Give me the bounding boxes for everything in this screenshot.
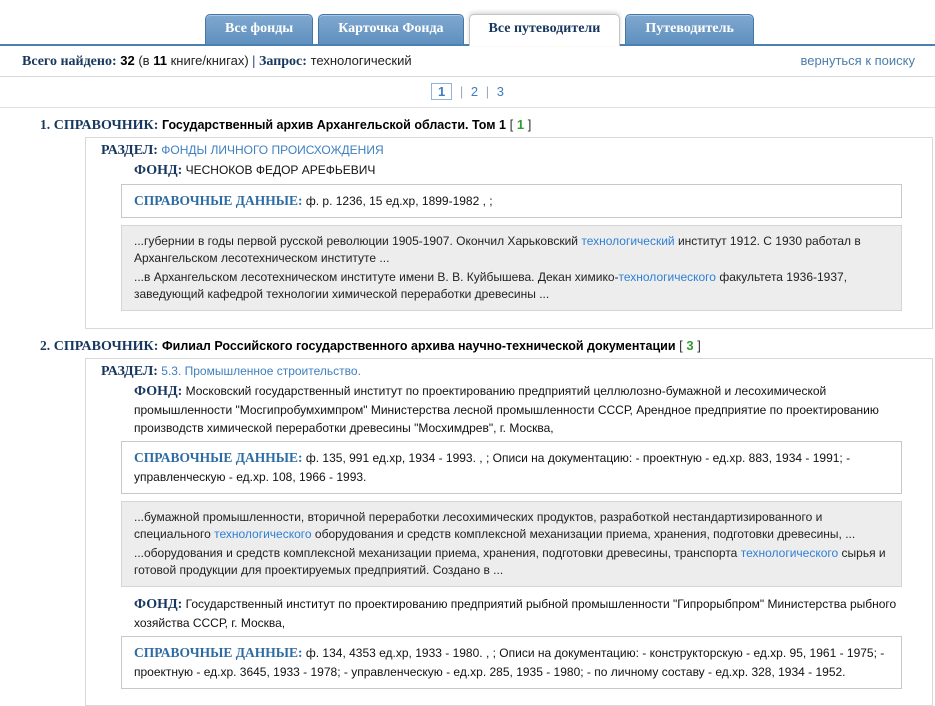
in-books-pre: (в bbox=[138, 53, 150, 68]
search-result bbox=[0, 117, 935, 329]
result-number: 2. bbox=[40, 338, 51, 353]
snippet-text: оборудования и средств комплексной механизации приема, хранения, подготовки древесины, ... bbox=[311, 527, 856, 541]
spravochnik-label: СПРАВОЧНИК: bbox=[53, 339, 159, 354]
snippet-text: ...губернии в годы первой русской революции 1905-1907. Окончил Харьковский bbox=[134, 234, 582, 248]
tab-fond-card[interactable]: Карточка Фонда bbox=[318, 14, 463, 44]
pagination bbox=[0, 77, 935, 108]
reference-data-label: СПРАВОЧНЫЕ ДАННЫЕ: bbox=[134, 450, 303, 465]
result-title-text: Государственный архив Архангельской области. Том 1 bbox=[162, 118, 506, 132]
tab-bar bbox=[0, 0, 935, 46]
snippet-text: ...в Архангельском лесотехническом институте имени В. В. Куйбышева. Декан химико- bbox=[134, 270, 619, 284]
pagination-separator: | bbox=[485, 84, 490, 99]
bracket-open: [ bbox=[679, 338, 683, 353]
result-number: 1. bbox=[40, 117, 51, 132]
snippet-text: сырья и готовой продукции для проектируемых предприятий. Создано в ... bbox=[134, 546, 886, 577]
snippet-highlight: технологического bbox=[214, 527, 312, 541]
result-box bbox=[85, 137, 933, 329]
fond-line bbox=[134, 161, 920, 180]
page-current[interactable]: 1 bbox=[431, 83, 452, 100]
in-books-post: книге/книгах) bbox=[170, 53, 249, 68]
reference-data-label: СПРАВОЧНЫЕ ДАННЫЕ: bbox=[134, 645, 303, 660]
header-separator: | bbox=[252, 54, 256, 69]
query-value: технологический bbox=[310, 53, 412, 68]
pagination-separator: | bbox=[459, 84, 464, 99]
snippet-highlight: технологического bbox=[740, 546, 839, 560]
snippet-text: ...оборудования и средств комплексной механизации приема, хранения, подготовки древесины, транспорта bbox=[134, 546, 741, 560]
result-hit-count[interactable]: 3 bbox=[686, 338, 694, 353]
snippet-highlight: технологический bbox=[581, 234, 675, 248]
tab-all-fonds[interactable]: Все фонды bbox=[205, 14, 313, 44]
reference-data-value: ф. р. 1236, 15 ед.хр, 1899-1982 , ; bbox=[305, 194, 493, 208]
snippet-text: институт 1912. С 1930 работал в Архангельском лесотехническом институте ... bbox=[134, 234, 861, 265]
snippet-line bbox=[134, 269, 889, 303]
result-heading bbox=[40, 117, 935, 134]
fond-line bbox=[134, 595, 920, 632]
reference-data-box bbox=[121, 441, 902, 494]
back-to-search-link[interactable]: вернуться к поиску bbox=[800, 53, 915, 68]
razdel-line bbox=[101, 143, 920, 159]
snippet-line bbox=[134, 509, 889, 543]
razdel-link[interactable]: ФОНДЫ ЛИЧНОГО ПРОИСХОЖДЕНИЯ bbox=[161, 143, 384, 157]
result-heading bbox=[40, 338, 935, 355]
fond-label: ФОНД: bbox=[134, 384, 183, 399]
snippet-highlight: технологического bbox=[618, 270, 716, 284]
razdel-label: РАЗДЕЛ: bbox=[101, 143, 158, 158]
fond-name: Государственный институт по проектированию предприятий рыбной промышленности "Гипрорыбпром" Министерства рыбного хозяйства СССР, г. Москва, bbox=[134, 597, 897, 630]
reference-data-value: ф. 135, 991 ед.хр, 1934 - 1993. , ; Описи на документацию: - проектную - ед.хр. 883, 1934 - 1991; - управленческую - ед.хр. 108, 1966 - 1993. bbox=[134, 451, 851, 484]
bracket-close: ] bbox=[697, 338, 701, 353]
tab-all-guides[interactable]: Все путеводители bbox=[469, 14, 621, 46]
fond-name: ЧЕСНОКОВ ФЕДОР АРЕФЬЕВИЧ bbox=[185, 163, 376, 177]
total-found-value: 32 bbox=[120, 53, 135, 68]
razdel-line bbox=[101, 364, 920, 380]
fond-name: Московский государственный институт по проектированию предприятий целлюлозно-бумажной и лесохимической промышленности "Мосгипробумхимпром" Министерства лесной промышленности СССР, Арендное предприятие по проектированию производств химической переработки древесины "Мосхимдрев", г. Москва, bbox=[134, 384, 879, 435]
fond-line bbox=[134, 382, 920, 437]
fond-label: ФОНД: bbox=[134, 163, 183, 178]
search-snippet-box bbox=[121, 225, 902, 311]
result-box bbox=[85, 358, 933, 706]
fond-label: ФОНД: bbox=[134, 597, 183, 612]
spravochnik-label: СПРАВОЧНИК: bbox=[53, 118, 159, 133]
reference-data-box bbox=[121, 636, 902, 689]
razdel-link[interactable]: 5.3. Промышленное строительство. bbox=[161, 364, 361, 378]
result-hit-count[interactable]: 1 bbox=[516, 117, 525, 132]
snippet-line bbox=[134, 233, 889, 267]
reference-data-box bbox=[121, 184, 902, 218]
query-label: Запрос: bbox=[259, 54, 307, 69]
page-link-3[interactable]: 3 bbox=[496, 84, 504, 99]
razdel-label: РАЗДЕЛ: bbox=[101, 364, 158, 379]
reference-data-label: СПРАВОЧНЫЕ ДАННЫЕ: bbox=[134, 193, 303, 208]
tab-guide[interactable]: Путеводитель bbox=[625, 14, 754, 44]
page-link-2[interactable]: 2 bbox=[470, 84, 479, 99]
reference-data-value: ф. 134, 4353 ед.хр, 1933 - 1980. , ; Описи на документацию: - конструкторскую - ед.хр. 95, 1961 - 1975; - проектную - ед.хр. 3645, 1933 - 1978; - управленческую - ед.хр. 285, 1935 - 1980; - по личному составу - ед.хр. 328, 1934 - 1952. bbox=[134, 646, 885, 679]
books-count: 11 bbox=[153, 53, 167, 68]
snippet-text: факультета 1936-1937, заведующий кафедрой технологии химической переработки древесины ... bbox=[134, 270, 848, 301]
snippet-line bbox=[134, 545, 889, 579]
search-result bbox=[0, 338, 935, 706]
result-title-text: Филиал Российского государственного архива научно-технической документации bbox=[162, 339, 676, 353]
results-header bbox=[0, 46, 935, 77]
bracket-close: ] bbox=[527, 117, 532, 132]
bracket-open: [ bbox=[509, 117, 514, 132]
search-snippet-box bbox=[121, 501, 902, 587]
results-summary bbox=[22, 53, 412, 70]
total-found-label: Всего найдено: bbox=[22, 54, 117, 69]
snippet-text: ...бумажной промышленности, вторичной переработки лесохимических продуктов, разработкой нестандартизированного и специального bbox=[134, 510, 823, 541]
